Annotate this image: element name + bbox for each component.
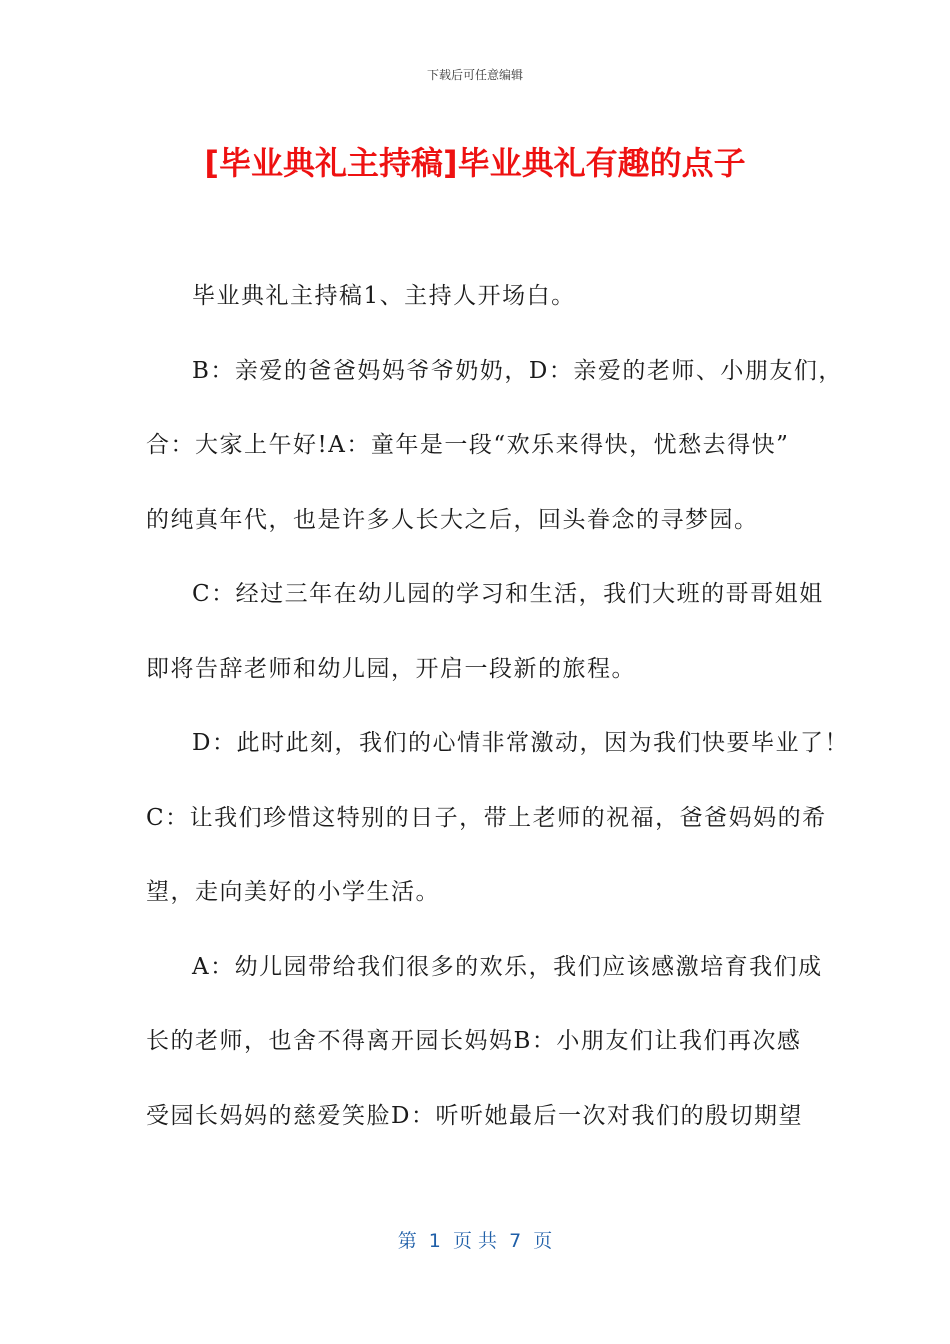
body-line: 的纯真年代，也是许多人长大之后，回头眷念的寻梦园。 [146, 506, 759, 533]
header-note: 下载后可任意编辑 [426, 68, 523, 82]
body-line: B：亲爱的爸爸妈妈爷爷奶奶，D：亲爱的老师、小朋友们， [192, 357, 843, 384]
document-body [146, 274, 849, 1168]
body-line: C：让我们珍惜这特别的日子，带上老师的祝福，爸爸妈妈的希 [146, 804, 827, 831]
body-line: A：幼儿园带给我们很多的欢乐，我们应该感激培育我们成 [192, 953, 823, 980]
body-line: C：经过三年在幼儿园的学习和生活，我们大班的哥哥姐姐 [192, 581, 824, 607]
body-line: D：此时此刻，我们的心情非常激动，因为我们快要毕业了！ [192, 730, 849, 756]
body-line: 即将告辞老师和幼儿园，开启一段新的旅程。 [146, 655, 636, 682]
body-line: 毕业典礼主持稿1、主持人开场白。 [192, 283, 576, 309]
body-line: 望，走向美好的小学生活。 [146, 879, 440, 905]
body-line: 长的老师，也舍不得离开园长妈妈B：小朋友们让我们再次感 [146, 1028, 802, 1054]
body-line: 合：大家上午好!A：童年是一段“欢乐来得快，忧愁去得快” [146, 432, 790, 458]
document-title: [毕业典礼主持稿]毕业典礼有趣的点子 [204, 144, 746, 182]
page-number-footer: 第 1 页 共 7 页 [397, 1230, 553, 1252]
body-line: 受园长妈妈的慈爱笑脸D：听听她最后一次对我们的殷切期望 [146, 1102, 803, 1129]
